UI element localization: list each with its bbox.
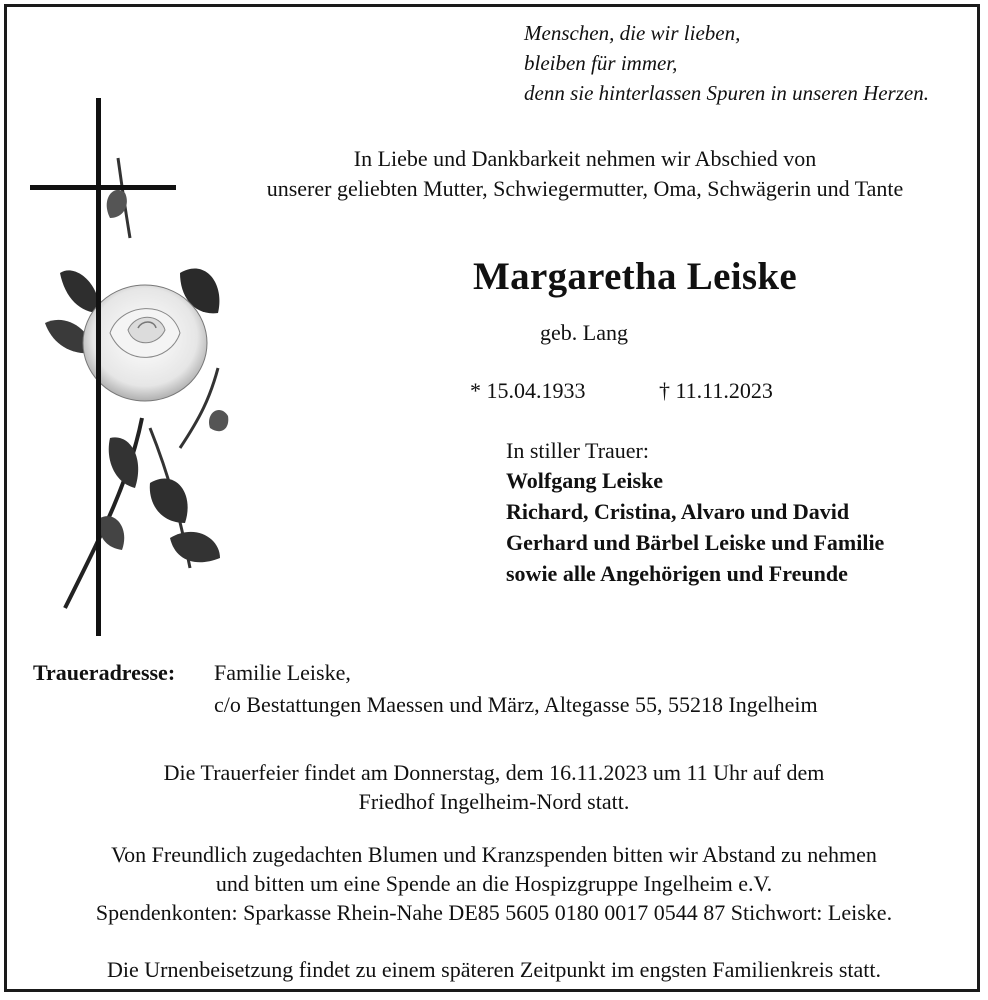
birth-date: * 15.04.1933	[470, 378, 586, 403]
funeral-notice	[8, 758, 980, 816]
intro-text	[170, 144, 988, 204]
mourner-entry: Wolfgang Leiske	[506, 468, 664, 493]
address-line-1: Familie Leiske,	[214, 660, 351, 685]
funeral-line: Die Trauerfeier findet am Donnerstag, dem 16.11.2023 um 11 Uhr auf dem	[163, 760, 825, 785]
mourner-entry: Richard, Cristina, Alvaro und David	[506, 499, 850, 524]
address-label: Traueradresse:	[33, 660, 176, 685]
mourners-heading: In stiller Trauer:	[506, 438, 649, 463]
donation-line: und bitten um eine Spende an die Hospizgruppe Ingelheim e.V.	[215, 871, 773, 896]
poem-line: bleiben für immer,	[524, 51, 678, 75]
intro-line: unserer geliebten Mutter, Schwiegermutter, Oma, Schwägerin und Tante	[266, 176, 904, 201]
urn-line: Die Urnenbeisetzung findet zu einem späteren Zeitpunkt im engsten Familienkreis statt.	[106, 957, 882, 982]
mourner-entry: Gerhard und Bärbel Leiske und Familie	[506, 530, 885, 555]
donation-line: Spendenkonten: Sparkasse Rhein-Nahe DE85 5605 0180 0017 0544 87 Stichwort: Leiske.	[95, 900, 893, 925]
funeral-line: Friedhof Ingelheim-Nord statt.	[358, 789, 630, 814]
donation-notice	[8, 840, 980, 927]
address-line-2: c/o Bestattungen Maessen und März, Altegasse 55, 55218 Ingelheim	[214, 692, 818, 717]
mourners-list	[506, 465, 884, 589]
mourner-entry: sowie alle Angehörigen und Freunde	[506, 561, 848, 586]
poem-line: Menschen, die wir lieben,	[524, 21, 741, 45]
donation-line: Von Freundlich zugedachten Blumen und Kranzspenden bitten wir Abstand zu nehmen	[111, 842, 877, 867]
poem-line: denn sie hinterlassen Spuren in unseren Herzen.	[524, 81, 929, 105]
intro-line: In Liebe und Dankbarkeit nehmen wir Abschied von	[353, 146, 817, 171]
birth-name: geb. Lang	[540, 320, 628, 345]
deceased-name: Margaretha Leiske	[473, 255, 797, 298]
urn-notice	[8, 955, 980, 984]
death-date: † 11.11.2023	[659, 378, 773, 403]
poem	[524, 18, 929, 108]
